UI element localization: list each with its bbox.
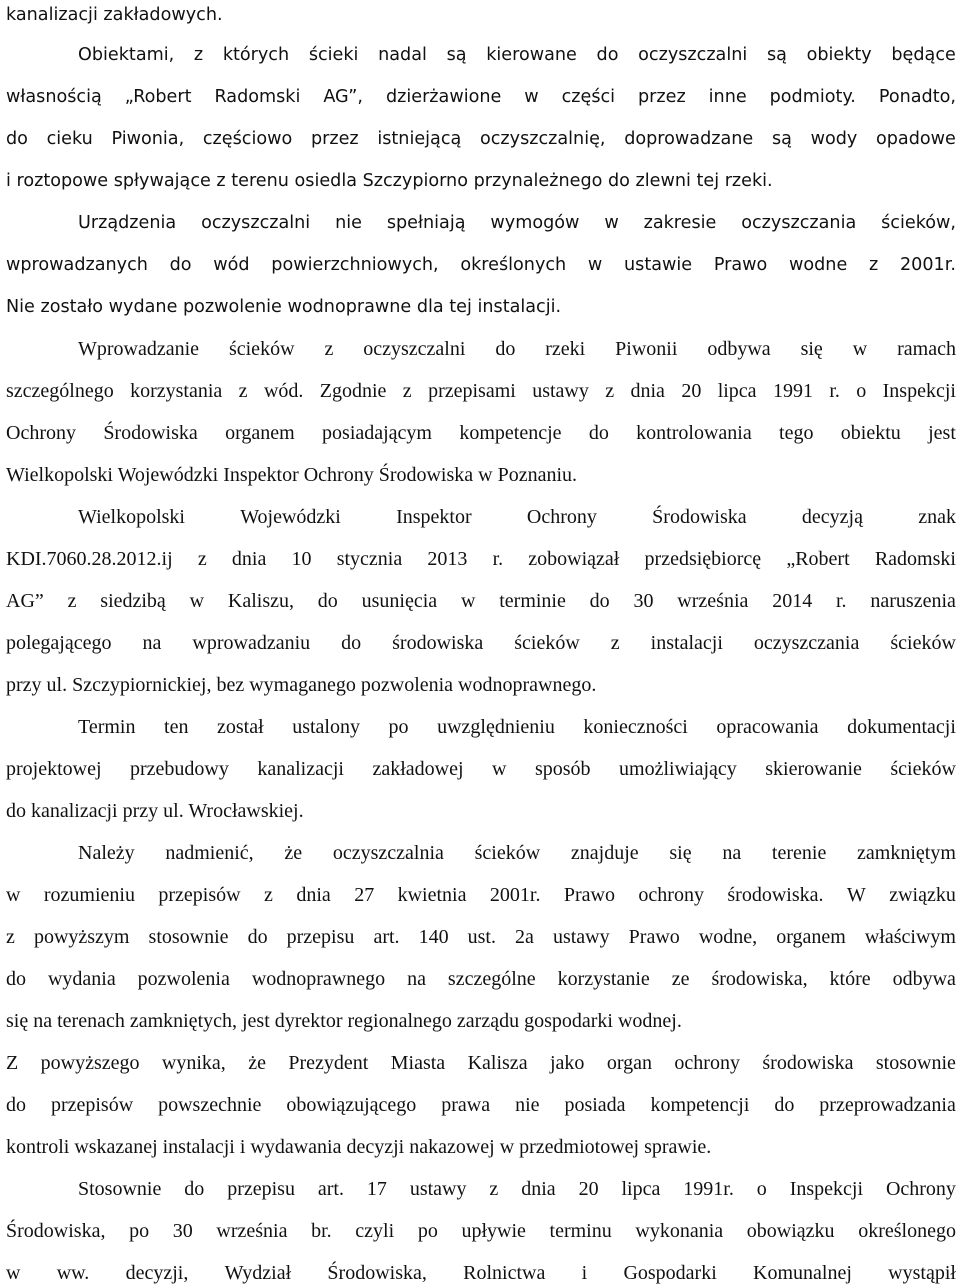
text-line: Wprowadzanie ścieków z oczyszczalni do rzeki Piwonii odbywa się w ramach [78, 338, 956, 360]
text-line: Wielkopolski Wojewódzki Inspektor Ochrony Środowiska decyzją znak [78, 506, 956, 528]
text-line: do kanalizacji przy ul. Wrocławskiej. [6, 800, 304, 822]
text-line: kanalizacji zakładowych. [6, 5, 223, 25]
text-line: AG” z siedzibą w Kaliszu, do usunięcia w terminie do 30 września 2014 r. naruszenia [6, 590, 956, 612]
text-line: Urządzenia oczyszczalni nie spełniają wymogów w zakresie oczyszczania ścieków, [78, 213, 956, 233]
text-line: Obiektami, z których ścieki nadal są kierowane do oczyszczalni są obiekty będące [78, 45, 956, 65]
text-line: w ww. decyzji, Wydział Środowiska, Rolnictwa i Gospodarki Komunalnej wystąpił [6, 1262, 956, 1284]
text-line: do wydania pozwolenia wodnoprawnego na szczególne korzystanie ze środowiska, które odbywa [6, 968, 956, 990]
text-line: projektowej przebudowy kanalizacji zakładowej w sposób umożliwiający skierowanie ścieków [6, 758, 956, 780]
text-line: szczególnego korzystania z wód. Zgodnie z przepisami ustawy z dnia 20 lipca 1991 r. o Inspekcji [6, 380, 956, 402]
text-line: do przepisów powszechnie obowiązującego prawa nie posiada kompetencji do przeprowadzania [6, 1094, 956, 1116]
text-line: Z powyższego wynika, że Prezydent Miasta Kalisza jako organ ochrony środowiska stosownie [6, 1052, 956, 1074]
text-line: własnością „Robert Radomski AG”, dzierżawione w części przez inne podmioty. Ponadto, [6, 87, 956, 107]
text-line: kontroli wskazanej instalacji i wydawania decyzji nakazowej w przedmiotowej sprawie. [6, 1136, 712, 1158]
text-line: wprowadzanych do wód powierzchniowych, określonych w ustawie Prawo wodne z 2001r. [6, 255, 956, 275]
text-line: się na terenach zamkniętych, jest dyrektor regionalnego zarządu gospodarki wodnej. [6, 1010, 682, 1032]
text-line: KDI.7060.28.2012.ij z dnia 10 stycznia 2013 r. zobowiązał przedsiębiorcę „Robert Radomski [6, 548, 956, 570]
text-line: Stosownie do przepisu art. 17 ustawy z dnia 20 lipca 1991r. o Inspekcji Ochrony [78, 1178, 956, 1200]
text-line: Nie zostało wydane pozwolenie wodnoprawne dla tej instalacji. [6, 297, 562, 317]
text-line: polegającego na wprowadzaniu do środowiska ścieków z instalacji oczyszczania ścieków [6, 632, 956, 654]
text-line: w rozumieniu przepisów z dnia 27 kwietnia 2001r. Prawo ochrony środowiska. W związku [6, 884, 956, 906]
text-line: przy ul. Szczypiornickiej, bez wymaganego pozwolenia wodnoprawnego. [6, 674, 597, 696]
text-line: Należy nadmienić, że oczyszczalnia ścieków znajduje się na terenie zamkniętym [78, 842, 956, 864]
text-line: z powyższym stosownie do przepisu art. 140 ust. 2a ustawy Prawo wodne, organem właściwym [6, 926, 956, 948]
text-line: do cieku Piwonia, częściowo przez istniejącą oczyszczalnię, doprowadzane są wody opadowe [6, 129, 956, 149]
text-line: i roztopowe spływające z terenu osiedla Szczypiorno przynależnego do zlewni tej rzeki. [6, 171, 773, 191]
text-line: Środowiska, po 30 września br. czyli po upływie terminu wykonania obowiązku określonego [6, 1220, 956, 1242]
text-line: Ochrony Środowiska organem posiadającym kompetencje do kontrolowania tego obiektu jest [6, 422, 956, 444]
text-line: Termin ten został ustalony po uwzględnieniu konieczności opracowania dokumentacji [78, 716, 956, 738]
text-line: Wielkopolski Wojewódzki Inspektor Ochrony Środowiska w Poznaniu. [6, 464, 578, 486]
